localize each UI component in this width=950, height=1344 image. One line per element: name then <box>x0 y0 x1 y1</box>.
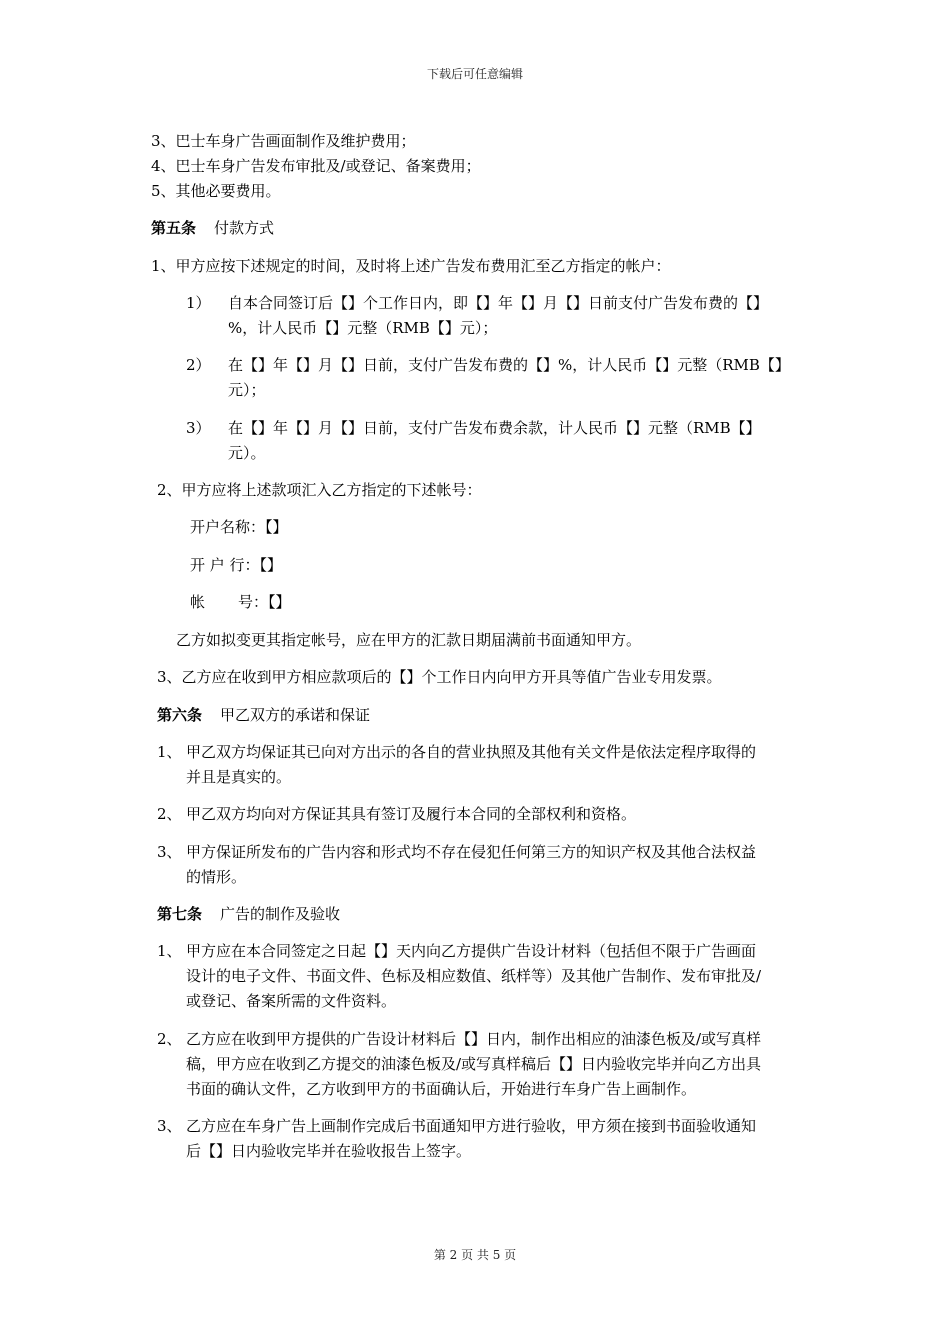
item-4: 4、巴士车身广告发布审批及/或登记、备案费用； <box>151 157 481 175</box>
item-5: 5、其他必要费用。 <box>151 182 281 200</box>
production-1-line-1: 甲方应在本合同签定之日起【】天内向乙方提供广告设计材料（包括但不限于广告画面 <box>186 942 757 960</box>
sub-item-3-line-2: 元）。 <box>228 444 266 462</box>
article-6-title: 甲乙双方的承诺和保证 <box>220 706 371 724</box>
production-2-line-1: 乙方应在收到甲方提供的广告设计材料后【】日内，制作出相应的油漆色板及/或写真样 <box>186 1030 762 1048</box>
payment-clause-1: 1、甲方应按下述规定的时间，及时将上述广告发布费用汇至乙方指定的帐户： <box>151 257 671 275</box>
sub-item-1-line-2: %，计人民币【】元整（RMB【】元）； <box>228 319 498 337</box>
production-1-number: 1、 <box>157 942 182 960</box>
warranty-2-number: 2、 <box>157 805 182 823</box>
account-number <box>190 592 291 612</box>
production-2-line-3: 书面的确认文件，乙方收到甲方的书面确认后，开始进行车身广告上画制作。 <box>186 1080 697 1098</box>
sub-item-1-number: 1） <box>186 294 211 312</box>
page-footer: 第 2 页 共 5 页 <box>433 1248 517 1262</box>
article-6-heading <box>157 705 370 725</box>
account-change-note: 乙方如拟变更其指定帐号，应在甲方的汇款日期届满前书面通知甲方。 <box>176 631 642 649</box>
production-3-number: 3、 <box>157 1117 182 1135</box>
account-number-label-b: 号：【】 <box>238 593 291 611</box>
sub-item-2-number: 2） <box>186 356 211 374</box>
sub-item-1-line-1: 自本合同签订后【】个工作日内，即【】年【】月【】日前支付广告发布费的【】 <box>228 294 769 312</box>
warranty-3-line-2: 的情形。 <box>186 868 247 886</box>
account-bank: 开 户 行：【】 <box>190 556 283 574</box>
article-7-title: 广告的制作及验收 <box>220 905 341 923</box>
warranty-3-line-1: 甲方保证所发布的广告内容和形式均不存在侵犯任何第三方的知识产权及其他合法权益 <box>186 843 757 861</box>
article-7-heading <box>157 904 340 924</box>
article-7-label: 第七条 <box>157 905 203 923</box>
article-5-heading <box>151 218 274 238</box>
article-6-label: 第六条 <box>157 706 203 724</box>
production-1-line-2: 设计的电子文件、书面文件、色标及相应数值、纸样等）及其他广告制作、发布审批及/ <box>186 967 762 985</box>
production-1-line-3: 或登记、备案所需的文件资料。 <box>186 992 397 1010</box>
sub-item-2-line-2: 元）； <box>228 381 266 399</box>
warranty-1-line-2: 并且是真实的。 <box>186 768 292 786</box>
production-3-line-1: 乙方应在车身广告上画制作完成后书面通知甲方进行验收，甲方须在接到书面验收通知 <box>186 1117 757 1135</box>
production-2-line-2: 稿，甲方应在收到乙方提交的油漆色板及/或写真样稿后【】日内验收完毕并向乙方出具 <box>186 1055 762 1073</box>
warranty-3-number: 3、 <box>157 843 182 861</box>
article-5-label: 第五条 <box>151 219 197 237</box>
account-name: 开户名称：【】 <box>190 518 288 536</box>
sub-item-2-line-1: 在【】年【】月【】日前，支付广告发布费的【】%，计人民币【】元整（RMB【】 <box>228 356 790 374</box>
warranty-1-line-1: 甲乙双方均保证其已向对方出示的各自的营业执照及其他有关文件是依法定程序取得的 <box>186 743 757 761</box>
warranty-2-line-1: 甲乙双方均向对方保证其具有签订及履行本合同的全部权利和资格。 <box>186 805 637 823</box>
payment-clause-3: 3、乙方应在收到甲方相应款项后的【】个工作日内向甲方开具等值广告业专用发票。 <box>157 668 722 686</box>
item-3: 3、巴士车身广告画面制作及维护费用； <box>151 132 416 150</box>
production-3-line-2: 后【】日内验收完毕并在验收报告上签字。 <box>186 1142 472 1160</box>
sub-item-3-line-1: 在【】年【】月【】日前，支付广告发布费余款，计人民币【】元整（RMB【】 <box>228 419 761 437</box>
payment-clause-2: 2、甲方应将上述款项汇入乙方指定的下述帐号： <box>157 481 482 499</box>
production-2-number: 2、 <box>157 1030 182 1048</box>
article-5-title: 付款方式 <box>214 219 275 237</box>
account-number-label-a: 帐 <box>190 593 206 611</box>
warranty-1-number: 1、 <box>157 743 182 761</box>
sub-item-3-number: 3） <box>186 419 211 437</box>
page-header: 下载后可任意编辑 <box>426 67 523 81</box>
